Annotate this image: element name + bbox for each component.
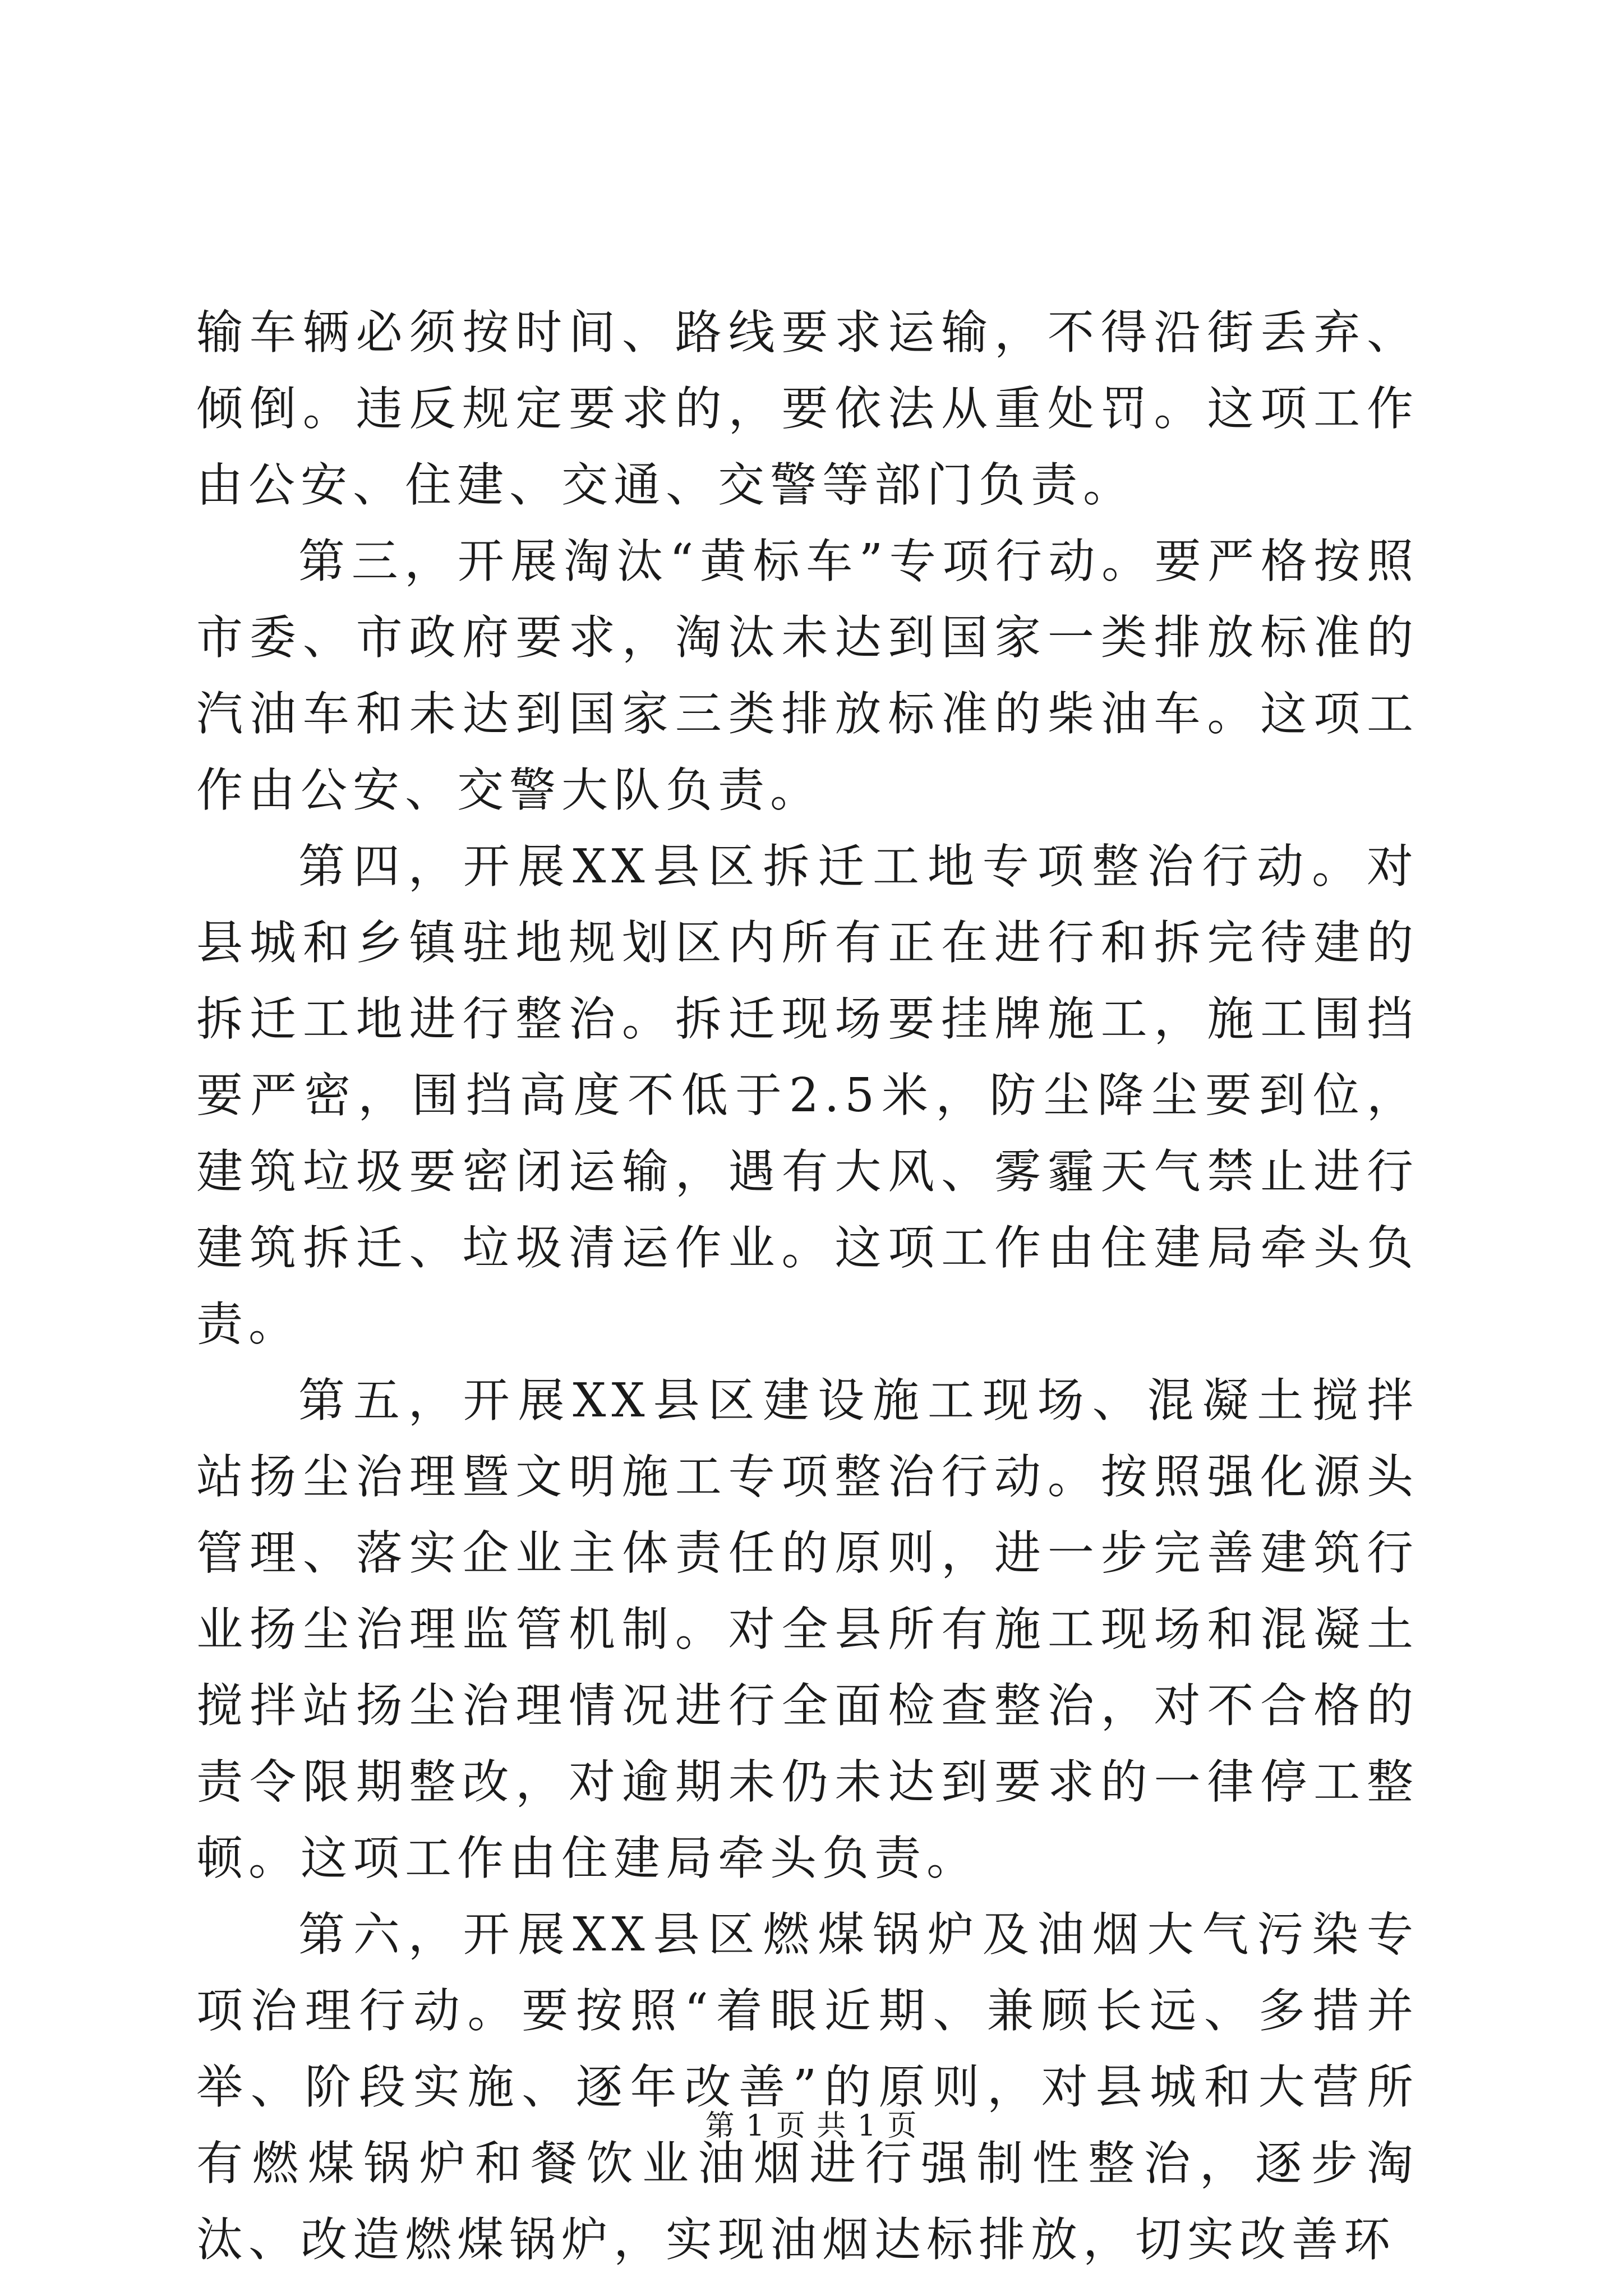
paragraph-sixth-action: 第六，开展XX县区燃煤锅炉及油烟大气污染专项治理行动。要按照“着眼近期、兼顾长远、多措并举、阶段实施、逐年改善”的原则，对县城和大营所有燃煤锅炉和餐饮业油烟进行强制性整治，逐步淘汰、改造燃煤锅炉，实现油烟达标排放，切实改善环: [196, 1907, 1419, 2267]
page-footer: 第 1 页 共 1 页: [705, 2109, 918, 2143]
paragraph-continuation: 输车辆必须按时间、路线要求运输，不得沿街丢弃、倾倒。违反规定要求的，要依法从重处罚。这项工作由公安、住建、交通、交警等部门负责。: [196, 305, 1419, 512]
paragraph-fourth-action: 第四，开展XX县区拆迁工地专项整治行动。对县城和乡镇驻地规划区内所有正在进行和拆完待建的拆迁工地进行整治。拆迁现场要挂牌施工，施工围挡要严密，围挡高度不低于2.5米，防尘降尘要到位，建筑垃圾要密闭运输，遇有大风、雾霾天气禁止进行建筑拆迁、垃圾清运作业。这项工作由住建局牵头负责。: [196, 839, 1419, 1351]
paragraph-fifth-action: 第五，开展XX县区建设施工现场、混凝土搅拌站扬尘治理暨文明施工专项整治行动。按照强化源头管理、落实企业主体责任的原则，进一步完善建筑行业扬尘治理监管机制。对全县所有施工现场和混凝土搅拌站扬尘治理情况进行全面检查整治，对不合格的责令限期整改，对逾期未仍未达到要求的一律停工整顿。这项工作由住建局牵头负责。: [196, 1373, 1419, 1885]
document-body: [196, 295, 1419, 2278]
paragraph-third-action: 第三，开展淘汰“黄标车”专项行动。要严格按照市委、市政府要求，淘汰未达到国家一类排放标准的汽油车和未达到国家三类排放标准的柴油车。这项工作由公安、交警大队负责。: [196, 534, 1419, 817]
